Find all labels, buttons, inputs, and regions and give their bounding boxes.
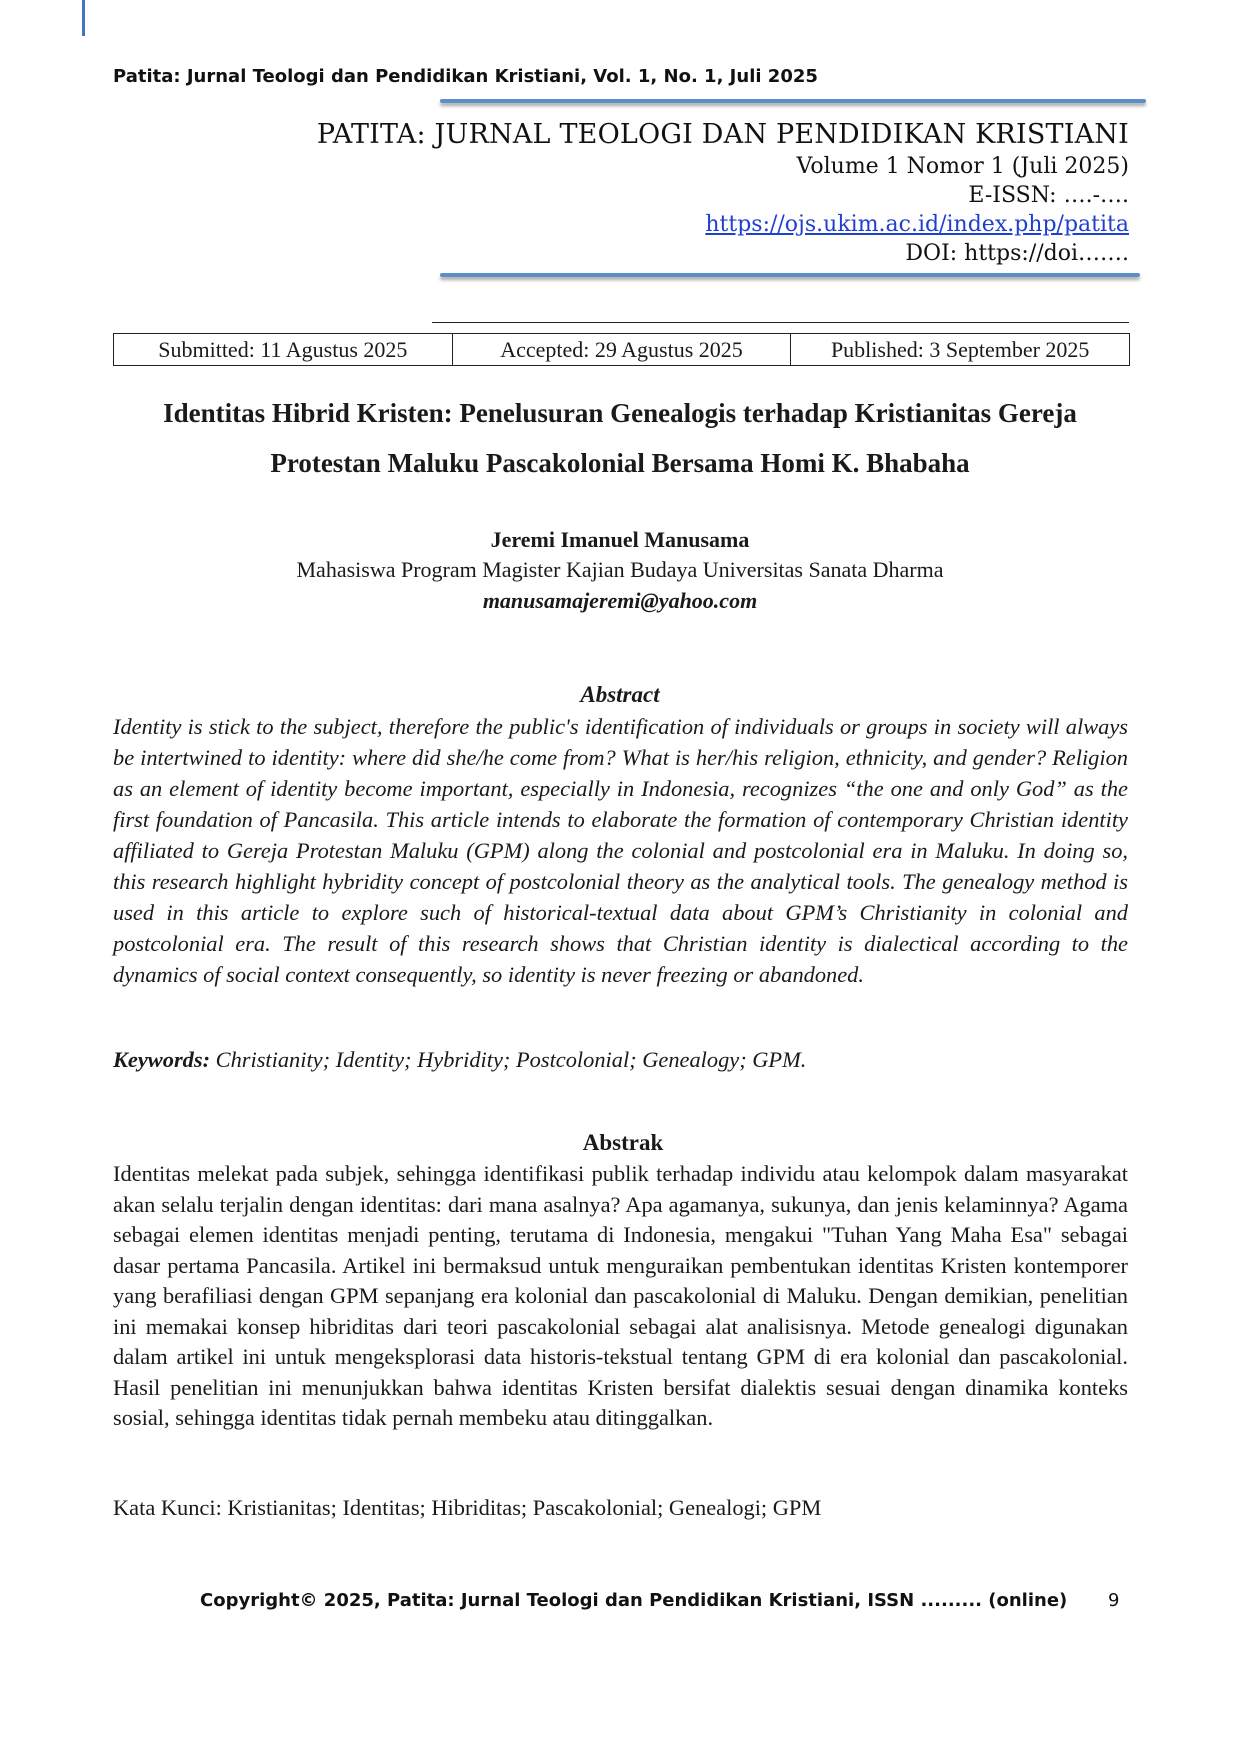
author-affiliation: Mahasiswa Program Magister Kajian Budaya Universitas Sanata Dharma bbox=[296, 557, 944, 582]
keywords-list: Christianity; Identity; Hybridity; Postcolonial; Genealogy; GPM. bbox=[210, 1047, 807, 1072]
article-title bbox=[100, 388, 1140, 488]
abstrak-body: Identitas melekat pada subjek, sehingga identifikasi publik terhadap individu atau kelompok dalam masyarakat akan selalu terjalin dengan identitas: dari mana asalnya? Apa agamanya, sukunya, dan jenis kelaminnya? Agama sebagai elemen identitas menjadi penting, terutama di Indonesia, mengakui "Tuhan Yang Maha Esa" sebagai dasar pertama Pancasila. Artikel ini bermaksud untuk menguraikan pembentukan identitas Kristen kontemporer yang berafiliasi dengan GPM sepanjang era kolonial dan pascakolonial di Maluku. Dengan demikian, penelitian ini memakai konsep hibriditas dari teori pascakolonial sebagai alat analisisnya. Metode genealogi digunakan dalam artikel ini untuk mengeksplorasi data historis-tekstual tentang GPM di era kolonial dan pascakolonial. Hasil penelitian ini menunjukkan bahwa identitas Kristen bersifat dialektis sesuai dengan dinamika konteks sosial, sehingga identitas tidak pernah membeku atau ditinggalkan. bbox=[113, 1161, 1128, 1430]
article-title-line-1: Identitas Hibrid Kristen: Penelusuran Genealogis terhadap Kristianitas Gereja bbox=[163, 398, 1077, 428]
submission-dates-table bbox=[113, 333, 1130, 366]
abstract-heading: Abstract bbox=[580, 682, 660, 707]
separator-line bbox=[432, 322, 1129, 323]
journal-name: PATITA: JURNAL TEOLOGI DAN PENDIDIKAN KRISTIANI bbox=[316, 119, 1129, 150]
article-title-line-2: Protestan Maluku Pascakolonial Bersama Homi K. Bhabaha bbox=[270, 448, 970, 478]
journal-masthead bbox=[317, 118, 1129, 268]
keywords bbox=[113, 1047, 806, 1073]
keywords-label: Keywords: bbox=[113, 1047, 211, 1072]
submitted-date: Submitted: 11 Agustus 2025 bbox=[114, 334, 453, 365]
journal-eissn: E-ISSN: ….-…. bbox=[968, 183, 1129, 208]
abstrak-heading: Abstrak bbox=[582, 1130, 664, 1155]
published-date: Published: 3 September 2025 bbox=[830, 337, 1090, 362]
accepted-date: Accepted: 29 Agustus 2025 bbox=[453, 334, 792, 365]
running-header: Patita: Jurnal Teologi dan Pendidikan Kristiani, Vol. 1, No. 1, Juli 2025 bbox=[113, 66, 818, 87]
page-number: 9 bbox=[1108, 1590, 1120, 1611]
masthead-bottom-rule bbox=[440, 273, 1140, 277]
corner-mark bbox=[82, 0, 85, 36]
journal-doi: DOI: https://doi……. bbox=[905, 241, 1129, 266]
masthead-top-rule bbox=[440, 99, 1146, 103]
journal-url-link[interactable]: https://ojs.ukim.ac.id/index.php/patita bbox=[705, 212, 1129, 237]
author-name: Jeremi Imanuel Manusama bbox=[490, 527, 750, 552]
author-email: manusamajeremi@yahoo.com bbox=[482, 588, 758, 613]
abstract-body: Identity is stick to the subject, therefore the public's identification of individuals or groups in society will always be intertwined to identity: where did she/he come from? What is her/his religion, ethnicity, and gender? Religion as an element of identity become important, especially in Indonesia, recognizes “the one and only God” as the first foundation of Pancasila. This article intends to elaborate the formation of contemporary Christian identity affiliated to Gereja Protestan Maluku (GPM) along the colonial and postcolonial era in Maluku. In doing so, this research highlight hybridity concept of postcolonial theory as the analytical tools. The genealogy method is used in this article to explore such of historical-textual data about GPM’s Christianity in colonial and postcolonial era. The result of this research shows that Christian identity is dialectical according to the dynamics of social context consequently, so identity is never freezing or abandoned. bbox=[113, 714, 1128, 987]
journal-volume: Volume 1 Nomor 1 (Juli 2025) bbox=[796, 154, 1129, 179]
footer-copyright: Copyright© 2025, Patita: Jurnal Teologi dan Pendidikan Kristiani, ISSN ......... (online) bbox=[200, 1590, 1068, 1611]
kata-kunci: Kata Kunci: Kristianitas; Identitas; Hibriditas; Pascakolonial; Genealogi; GPM bbox=[113, 1495, 822, 1520]
